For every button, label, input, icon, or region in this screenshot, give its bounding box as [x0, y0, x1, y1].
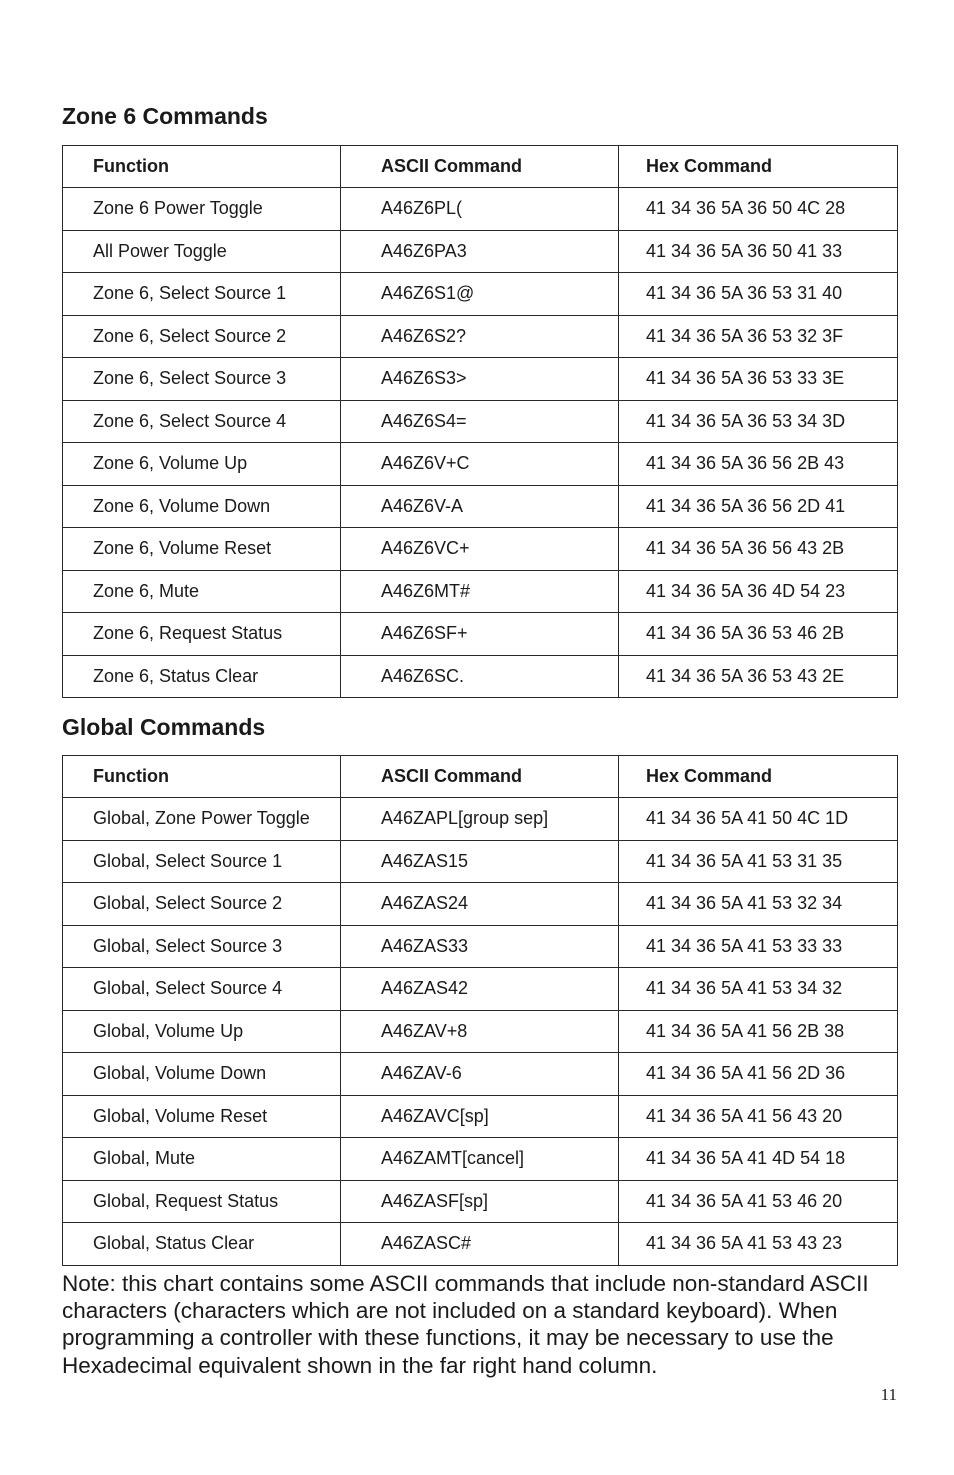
- function-cell: Global, Volume Reset: [63, 1095, 341, 1138]
- hex-command-cell: 41 34 36 5A 36 56 2D 41: [619, 485, 898, 528]
- table-row: [63, 1180, 898, 1223]
- function-column-header: Function: [63, 756, 341, 798]
- function-cell: Global, Select Source 3: [63, 925, 341, 968]
- ascii-command-cell: A46Z6V-A: [341, 485, 619, 528]
- global-commands-table: [62, 755, 898, 1266]
- hex-command-cell: 41 34 36 5A 41 56 43 20: [619, 1095, 898, 1138]
- ascii-command-cell: A46Z6S1@: [341, 273, 619, 316]
- ascii-command-cell: A46Z6SC.: [341, 655, 619, 698]
- ascii-command-cell: A46ZAV+8: [341, 1010, 619, 1053]
- table-row: [63, 358, 898, 401]
- table-header-row: [63, 146, 898, 188]
- table-row: [63, 968, 898, 1011]
- table-row: [63, 485, 898, 528]
- table-row: [63, 230, 898, 273]
- function-cell: Zone 6, Select Source 3: [63, 358, 341, 401]
- function-cell: Zone 6, Volume Down: [63, 485, 341, 528]
- ascii-command-cell: A46ZAS33: [341, 925, 619, 968]
- ascii-command-cell: A46Z6S3>: [341, 358, 619, 401]
- global-section-title: Global Commands: [62, 714, 266, 740]
- hex-command-cell: 41 34 36 5A 41 53 46 20: [619, 1180, 898, 1223]
- ascii-command-cell: A46ZASF[sp]: [341, 1180, 619, 1223]
- hex-command-cell: 41 34 36 5A 36 53 32 3F: [619, 315, 898, 358]
- ascii-command-cell: A46Z6S2?: [341, 315, 619, 358]
- table-row: [63, 188, 898, 231]
- ascii-command-cell: A46ZAS42: [341, 968, 619, 1011]
- table-row: [63, 655, 898, 698]
- zone6-table-body: [63, 188, 898, 698]
- ascii-command-cell: A46Z6S4=: [341, 400, 619, 443]
- hex-command-cell: 41 34 36 5A 36 53 33 3E: [619, 358, 898, 401]
- ascii-command-cell: A46ZAPL[group sep]: [341, 798, 619, 841]
- function-cell: Global, Zone Power Toggle: [63, 798, 341, 841]
- function-cell: Global, Volume Up: [63, 1010, 341, 1053]
- ascii-command-cell: A46Z6PL(: [341, 188, 619, 231]
- hex-command-cell: 41 34 36 5A 36 56 43 2B: [619, 528, 898, 571]
- hex-command-cell: 41 34 36 5A 41 53 31 35: [619, 840, 898, 883]
- function-cell: Zone 6 Power Toggle: [63, 188, 341, 231]
- ascii-command-cell: A46Z6MT#: [341, 570, 619, 613]
- hex-command-cell: 41 34 36 5A 41 4D 54 18: [619, 1138, 898, 1181]
- ascii-command-cell: A46Z6SF+: [341, 613, 619, 656]
- ascii-command-cell: A46ZAMT[cancel]: [341, 1138, 619, 1181]
- function-cell: Global, Mute: [63, 1138, 341, 1181]
- table-row: [63, 883, 898, 926]
- hex-command-cell: 41 34 36 5A 36 50 41 33: [619, 230, 898, 273]
- function-cell: Global, Select Source 1: [63, 840, 341, 883]
- ascii-command-cell: A46ZAV-6: [341, 1053, 619, 1096]
- hex-command-cell: 41 34 36 5A 41 50 4C 1D: [619, 798, 898, 841]
- table-row: [63, 528, 898, 571]
- table-row: [63, 613, 898, 656]
- function-cell: Zone 6, Volume Reset: [63, 528, 341, 571]
- hex-command-cell: 41 34 36 5A 41 56 2B 38: [619, 1010, 898, 1053]
- table-row: [63, 443, 898, 486]
- function-cell: Zone 6, Volume Up: [63, 443, 341, 486]
- zone6-commands-table: [62, 145, 898, 698]
- function-cell: Global, Status Clear: [63, 1223, 341, 1266]
- page-number: 11: [880, 1385, 897, 1404]
- hex-command-column-header: Hex Command: [619, 756, 898, 798]
- table-row: [63, 273, 898, 316]
- ascii-command-cell: A46ZAS24: [341, 883, 619, 926]
- hex-command-cell: 41 34 36 5A 41 53 33 33: [619, 925, 898, 968]
- table-row: [63, 798, 898, 841]
- note-paragraph: Note: this chart contains some ASCII commands that include non-standard ASCII characters (characters which are not included on a standard keyboard). When programming a controller with these functions, it may be necessary to use the Hexadecimal equivalent shown in the far right hand column.: [62, 1271, 869, 1378]
- table-row: [63, 1095, 898, 1138]
- function-cell: Zone 6, Select Source 2: [63, 315, 341, 358]
- hex-command-cell: 41 34 36 5A 41 53 32 34: [619, 883, 898, 926]
- table-row: [63, 1053, 898, 1096]
- ascii-command-cell: A46ZAS15: [341, 840, 619, 883]
- ascii-command-column-header: ASCII Command: [341, 756, 619, 798]
- table-row: [63, 400, 898, 443]
- hex-command-cell: 41 34 36 5A 36 50 4C 28: [619, 188, 898, 231]
- function-cell: Zone 6, Select Source 4: [63, 400, 341, 443]
- function-cell: Global, Volume Down: [63, 1053, 341, 1096]
- function-cell: All Power Toggle: [63, 230, 341, 273]
- zone6-section-title: Zone 6 Commands: [62, 103, 268, 129]
- table-header-row: [63, 756, 898, 798]
- ascii-command-cell: A46Z6VC+: [341, 528, 619, 571]
- ascii-command-cell: A46ZAVC[sp]: [341, 1095, 619, 1138]
- table-row: [63, 570, 898, 613]
- hex-command-cell: 41 34 36 5A 36 4D 54 23: [619, 570, 898, 613]
- hex-command-cell: 41 34 36 5A 36 53 31 40: [619, 273, 898, 316]
- function-column-header: Function: [63, 146, 341, 188]
- function-cell: Zone 6, Select Source 1: [63, 273, 341, 316]
- ascii-command-column-header: ASCII Command: [341, 146, 619, 188]
- function-cell: Zone 6, Mute: [63, 570, 341, 613]
- hex-command-cell: 41 34 36 5A 41 53 43 23: [619, 1223, 898, 1266]
- table-row: [63, 1223, 898, 1266]
- table-row: [63, 1138, 898, 1181]
- table-row: [63, 840, 898, 883]
- hex-command-cell: 41 34 36 5A 41 53 34 32: [619, 968, 898, 1011]
- ascii-command-cell: A46ZASC#: [341, 1223, 619, 1266]
- function-cell: Global, Select Source 4: [63, 968, 341, 1011]
- hex-command-cell: 41 34 36 5A 41 56 2D 36: [619, 1053, 898, 1096]
- hex-command-cell: 41 34 36 5A 36 53 46 2B: [619, 613, 898, 656]
- function-cell: Zone 6, Status Clear: [63, 655, 341, 698]
- hex-command-cell: 41 34 36 5A 36 53 34 3D: [619, 400, 898, 443]
- table-row: [63, 1010, 898, 1053]
- function-cell: Zone 6, Request Status: [63, 613, 341, 656]
- table-row: [63, 315, 898, 358]
- function-cell: Global, Select Source 2: [63, 883, 341, 926]
- function-cell: Global, Request Status: [63, 1180, 341, 1223]
- ascii-command-cell: A46Z6PA3: [341, 230, 619, 273]
- hex-command-cell: 41 34 36 5A 36 56 2B 43: [619, 443, 898, 486]
- hex-command-column-header: Hex Command: [619, 146, 898, 188]
- hex-command-cell: 41 34 36 5A 36 53 43 2E: [619, 655, 898, 698]
- table-row: [63, 925, 898, 968]
- global-table-body: [63, 798, 898, 1266]
- ascii-command-cell: A46Z6V+C: [341, 443, 619, 486]
